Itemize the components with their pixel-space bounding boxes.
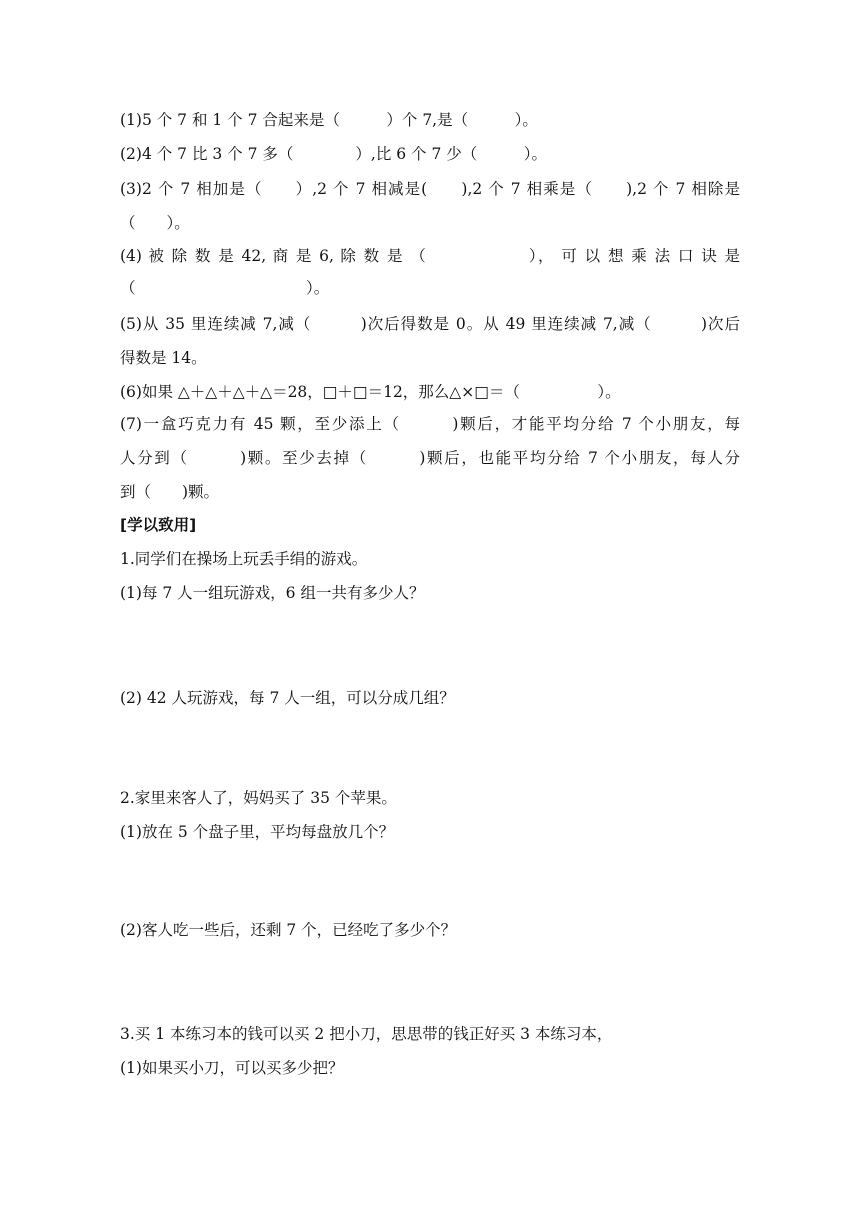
question-7-line-2: 人分到（ )颗。至少去掉（ )颗后，也能平均分给 7 个小朋友，每人分 — [120, 449, 740, 467]
question-5-line-2: 得数是 14。 — [120, 349, 207, 367]
problem-2-question-2: (2)客人吃一些后，还剩 7 个，已经吃了多少个？ — [120, 921, 457, 939]
question-5-line-1: (5)从 35 里连续减 7,减（ )次后得数是 0。从 49 里连续减 7,减（ )次后 — [120, 315, 740, 333]
question-3-line-2: （ ）。 — [120, 214, 190, 232]
problem-1-title: 1.同学们在操场上玩丢手绢的游戏。 — [120, 550, 368, 568]
question-7-line-3: 到（ )颗。 — [120, 483, 220, 501]
problem-1-question-1: (1)每 7 人一组玩游戏，6 组一共有多少人？ — [120, 584, 425, 602]
section-heading: [学以致用] — [120, 516, 197, 534]
problem-3-question-1: (1)如果买小刀，可以买多少把？ — [120, 1059, 344, 1077]
question-3-line-1: (3)2 个 7 相加是（ ）,2 个 7 相减是( ),2 个 7 相乘是（ ),2 个 7 相除是 — [120, 180, 740, 198]
problem-2-title: 2.家里来客人了，妈妈买了 35 个苹果。 — [120, 789, 397, 807]
problem-3-title: 3.买 1 本练习本的钱可以买 2 把小刀，思思带的钱正好买 3 本练习本， — [120, 1025, 613, 1043]
question-6: (6)如果 △＋△＋△＋△＝28，□＋□＝12，那么△×□＝（ ）。 — [120, 383, 621, 401]
question-4-line-1: (4) 被 除 数 是 42, 商 是 6, 除 数 是 （ ）， 可 以 想 乘 法 口 诀 是 — [120, 247, 740, 265]
question-1: (1)5 个 7 和 1 个 7 合起来是（ ）个 7,是（ ）。 — [120, 111, 538, 129]
question-2: (2)4 个 7 比 3 个 7 多（ ）,比 6 个 7 少（ ）。 — [120, 145, 548, 163]
question-4-line-2: （ ）。 — [120, 279, 330, 297]
problem-2-question-1: (1)放在 5 个盘子里，平均每盘放几个？ — [120, 823, 395, 841]
problem-1-question-2: (2) 42 人玩游戏，每 7 人一组，可以分成几组？ — [120, 689, 455, 707]
question-7-line-1: (7)一盒巧克力有 45 颗，至少添上（ )颗后，才能平均分给 7 个小朋友，每 — [120, 415, 740, 433]
